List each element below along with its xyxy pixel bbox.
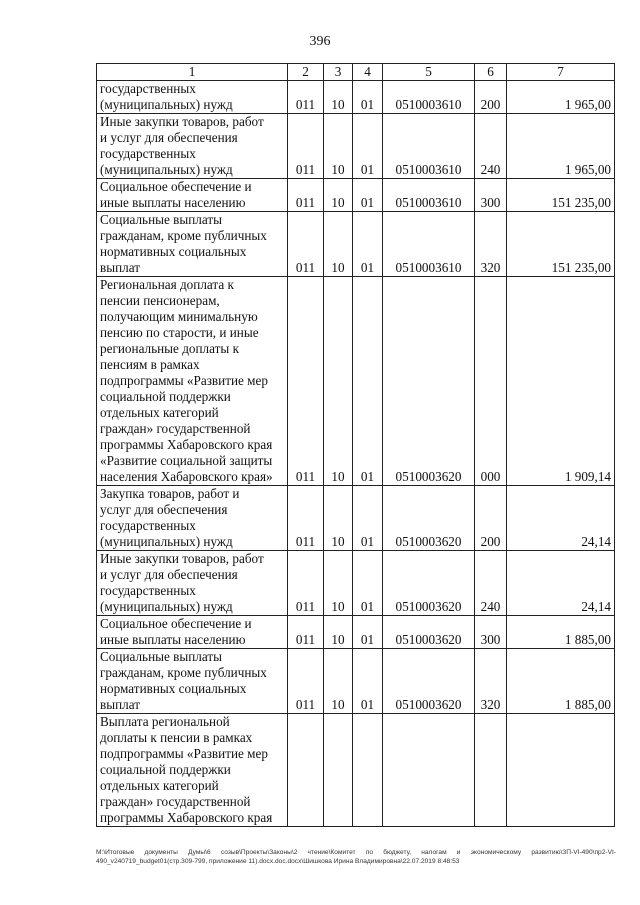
expense-name-line: (муниципальных) нужд [100,162,233,177]
expense-type-cell: 200 [475,81,507,114]
ministry-code-cell: 011 [288,649,324,714]
expense-name-line: выплат [100,697,141,712]
amount-cell: 24,14 [507,486,615,551]
expense-name-line: доплаты к пенсии в рамках [100,730,253,745]
expense-name-line: (муниципальных) нужд [100,599,233,614]
section-code-cell: 10 [324,114,353,179]
expense-name-line: программы Хабаровского края [100,437,273,452]
expense-name-line: Социальные выплаты [100,649,222,664]
table-row [97,486,615,551]
expense-name-line: получающим минимальную [100,309,258,324]
expense-name-line: граждан» государственной [100,794,251,809]
expense-name-line: отдельных категорий [100,405,219,420]
subsection-code-cell: 01 [353,81,383,114]
column-header: 4 [353,64,383,81]
expense-name-line: Иные закупки товаров, работ [100,114,264,129]
section-code-cell: 10 [324,277,353,486]
subsection-code-cell: 01 [353,179,383,212]
expense-name-line: (муниципальных) нужд [100,534,233,549]
expense-type-cell [475,714,507,827]
subsection-code-cell: 01 [353,114,383,179]
expense-type-cell: 240 [475,114,507,179]
expense-type-cell: 320 [475,212,507,277]
expense-type-cell: 300 [475,179,507,212]
expense-name-cell [97,714,288,827]
expense-name-line: услуг для обеспечения [100,502,228,517]
target-article-cell: 0510003620 [383,277,475,486]
expense-name-cell [97,486,288,551]
expense-name-line: подпрограммы «Развитие мер [100,373,268,388]
expense-name-line: Социальные выплаты [100,212,222,227]
target-article-cell: 0510003610 [383,81,475,114]
expense-name-line: и услуг для обеспечения [100,567,238,582]
section-code-cell: 10 [324,551,353,616]
expense-name-line: Социальное обеспечение и [100,179,252,194]
column-header: 5 [383,64,475,81]
expense-name-cell [97,212,288,277]
target-article-cell: 0510003610 [383,212,475,277]
amount-cell: 1 965,00 [507,81,615,114]
expense-name-line: гражданам, кроме публичных [100,665,267,680]
document-path-footer: M:\Итоговые документы Думы\6 созыв\Проекты\Законы\2 чтение\Комитет по бюджету, налогам и экономическому развитию\ЗП-VI-490\пр2-VI-490_v240719_budget01(стр.309-799, приложение 11).docx.doc.docx\Шишкова Ирина Владимировна\22.07.2019 8:48:53 [96,849,616,865]
table-row [97,616,615,649]
expense-name-line: Закупка товаров, работ и [100,486,240,501]
expense-name-line: Выплата региональной [100,714,230,729]
ministry-code-cell [288,714,324,827]
amount-cell: 1 965,00 [507,114,615,179]
subsection-code-cell: 01 [353,212,383,277]
expense-name-line: социальной поддержки [100,389,231,404]
target-article-cell: 0510003620 [383,486,475,551]
expense-name-line: государственных [100,518,196,533]
expense-name-line: гражданам, кроме публичных [100,228,267,243]
target-article-cell: 0510003620 [383,649,475,714]
page-number: 396 [309,34,331,49]
expense-name-line: (муниципальных) нужд [100,97,233,112]
expense-name-line: социальной поддержки [100,762,231,777]
expense-type-cell: 200 [475,486,507,551]
amount-cell: 151 235,00 [507,212,615,277]
ministry-code-cell: 011 [288,81,324,114]
amount-cell: 1 885,00 [507,616,615,649]
table-row [97,81,615,114]
subsection-code-cell: 01 [353,486,383,551]
subsection-code-cell: 01 [353,551,383,616]
ministry-code-cell: 011 [288,212,324,277]
expense-name-line: Социальное обеспечение и [100,616,252,631]
subsection-code-cell [353,714,383,827]
table-row [97,714,615,827]
amount-cell: 1 885,00 [507,649,615,714]
column-header: 6 [475,64,507,81]
expense-name-line: подпрограммы «Развитие мер [100,746,268,761]
expense-name-line: Иные закупки товаров, работ [100,551,264,566]
expense-name-cell [97,81,288,114]
expense-name-line: Региональная доплата к [100,277,234,292]
table-row [97,114,615,179]
expense-name-line: иные выплаты населению [100,632,246,647]
ministry-code-cell: 011 [288,277,324,486]
column-number-row [97,64,615,81]
ministry-code-cell: 011 [288,114,324,179]
section-code-cell: 10 [324,616,353,649]
expense-type-cell: 300 [475,616,507,649]
ministry-code-cell: 011 [288,486,324,551]
table-row [97,551,615,616]
expense-name-line: государственных [100,583,196,598]
target-article-cell [383,714,475,827]
expense-name-line: пенсии пенсионерам, [100,293,220,308]
ministry-code-cell: 011 [288,179,324,212]
ministry-code-cell: 011 [288,551,324,616]
amount-cell: 24,14 [507,551,615,616]
section-code-cell: 10 [324,649,353,714]
expense-name-cell [97,114,288,179]
expense-name-line: населения Хабаровского края» [100,469,273,484]
section-code-cell: 10 [324,486,353,551]
expense-name-line: региональные доплаты к [100,341,239,356]
table-row [97,649,615,714]
subsection-code-cell: 01 [353,277,383,486]
section-code-cell: 10 [324,179,353,212]
budget-table [96,63,615,827]
budget-table-body [97,64,615,827]
expense-name-line: пенсиям в рамках [100,357,200,372]
expense-name-line: «Развитие социальной защиты [100,453,273,468]
table-row [97,212,615,277]
target-article-cell: 0510003610 [383,179,475,212]
amount-cell: 1 909,14 [507,277,615,486]
subsection-code-cell: 01 [353,616,383,649]
amount-cell: 151 235,00 [507,179,615,212]
expense-name-line: отдельных категорий [100,778,219,793]
table-row [97,277,615,486]
expense-name-line: и услуг для обеспечения [100,130,238,145]
expense-type-cell: 320 [475,649,507,714]
expense-name-cell [97,551,288,616]
expense-name-line: государственных [100,81,196,96]
section-code-cell [324,714,353,827]
target-article-cell: 0510003610 [383,114,475,179]
expense-type-cell: 240 [475,551,507,616]
subsection-code-cell: 01 [353,649,383,714]
expense-name-cell [97,179,288,212]
expense-name-cell [97,616,288,649]
expense-name-cell [97,649,288,714]
amount-cell [507,714,615,827]
expense-name-line: пенсию по старости, и иные [100,325,259,340]
column-header: 3 [324,64,353,81]
expense-type-cell: 000 [475,277,507,486]
column-header: 2 [288,64,324,81]
expense-name-line: иные выплаты населению [100,195,246,210]
expense-name-line: государственных [100,146,196,161]
target-article-cell: 0510003620 [383,616,475,649]
expense-name-line: программы Хабаровского края [100,810,273,825]
expense-name-line: нормативных социальных [100,244,247,259]
section-code-cell: 10 [324,212,353,277]
expense-name-line: граждан» государственной [100,421,251,436]
section-code-cell: 10 [324,81,353,114]
expense-name-line: выплат [100,260,141,275]
expense-name-cell [97,277,288,486]
target-article-cell: 0510003620 [383,551,475,616]
column-header: 1 [97,64,288,81]
column-header: 7 [507,64,615,81]
expense-name-line: нормативных социальных [100,681,247,696]
table-row [97,179,615,212]
ministry-code-cell: 011 [288,616,324,649]
